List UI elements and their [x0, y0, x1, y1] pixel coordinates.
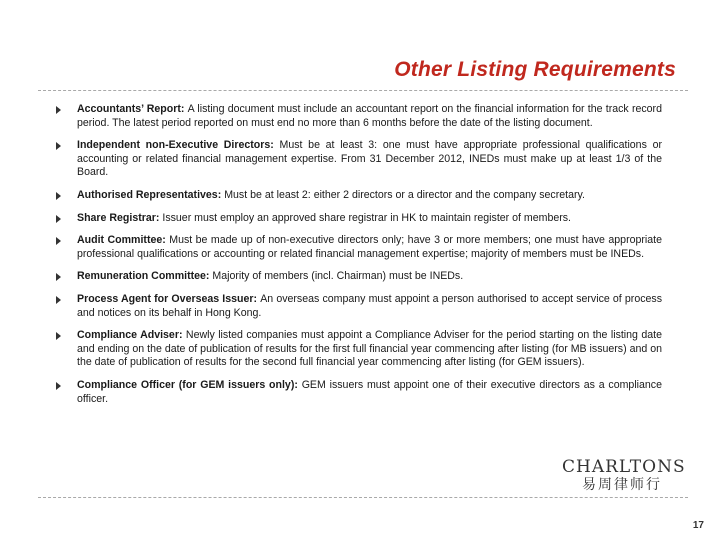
list-item — [56, 270, 662, 284]
item-text: Must be at least 2: either 2 directors or a director and the company secretary. — [224, 188, 585, 201]
slide-title: Other Listing Requirements — [394, 58, 676, 81]
list-item — [56, 329, 662, 370]
item-term: Remuneration Committee: — [77, 270, 213, 283]
bullet-arrow-icon — [56, 106, 61, 114]
bottom-divider — [38, 497, 688, 498]
item-text: Must be at least 3: one must have appropriate professional qualifications or accounting or related financial management expertise. From 31 December 2012, INEDs must make up at least 1/3 of the Board. — [77, 139, 662, 179]
item-text: Must be made up of non-executive directors only; have 3 or more members; one must have appropriate professional qualifications or accounting or related financial management expertise; majority of members must be INEDs. — [77, 234, 662, 260]
top-divider — [38, 90, 688, 91]
page-number: 17 — [692, 520, 704, 531]
list-item — [56, 234, 662, 261]
item-term: Accountants’ Report: — [77, 103, 188, 115]
logo-wordmark: CHARLTONS — [562, 457, 686, 477]
list-item — [56, 139, 662, 180]
bullet-arrow-icon — [56, 273, 61, 281]
bullet-arrow-icon — [56, 215, 61, 223]
requirements-list — [56, 103, 662, 415]
item-text: A listing document must include an accountant report on the financial information for the track record period. The latest period reported on must end no more than 6 months before the date of the listing document. — [77, 103, 662, 129]
item-term: Compliance Officer (for GEM issuers only): — [77, 378, 302, 391]
list-item — [56, 189, 662, 203]
item-text: Majority of members (incl. Chairman) must be INEDs. — [212, 270, 464, 283]
bullet-arrow-icon — [56, 142, 61, 150]
item-term: Authorised Representatives: — [77, 188, 225, 201]
list-item — [56, 212, 662, 226]
bullet-arrow-icon — [56, 192, 61, 200]
logo-chinese-name: 易周律师行 — [582, 477, 662, 493]
list-item — [56, 293, 662, 320]
bullet-arrow-icon — [56, 296, 61, 304]
item-term: Compliance Adviser: — [77, 329, 186, 342]
item-text: Issuer must employ an approved share registrar in HK to maintain register of members. — [162, 211, 571, 224]
charltons-logo — [562, 457, 686, 494]
list-item — [56, 379, 662, 406]
item-term: Share Registrar: — [77, 211, 163, 224]
bullet-arrow-icon — [56, 237, 61, 245]
item-term: Audit Committee: — [77, 234, 170, 247]
item-text: GEM issuers must appoint one of their executive directors as a compliance officer. — [77, 378, 662, 405]
item-term: Process Agent for Overseas Issuer: — [77, 292, 261, 305]
list-item — [56, 103, 662, 130]
item-text: An overseas company must appoint a person authorised to accept service of process and notices on its behalf in Hong Kong. — [77, 292, 662, 319]
item-text: Newly listed companies must appoint a Compliance Adviser for the period starting on the listing date and ending on the date of publication of results for the first full financial year commencing after listing (for MB issuers) and on the date of publication of results for the second full financial year commencing after listing (for GEM issuers). — [77, 329, 662, 369]
bullet-arrow-icon — [56, 332, 61, 340]
bullet-arrow-icon — [56, 382, 61, 390]
item-term: Independent non-Executive Directors: — [77, 139, 280, 152]
